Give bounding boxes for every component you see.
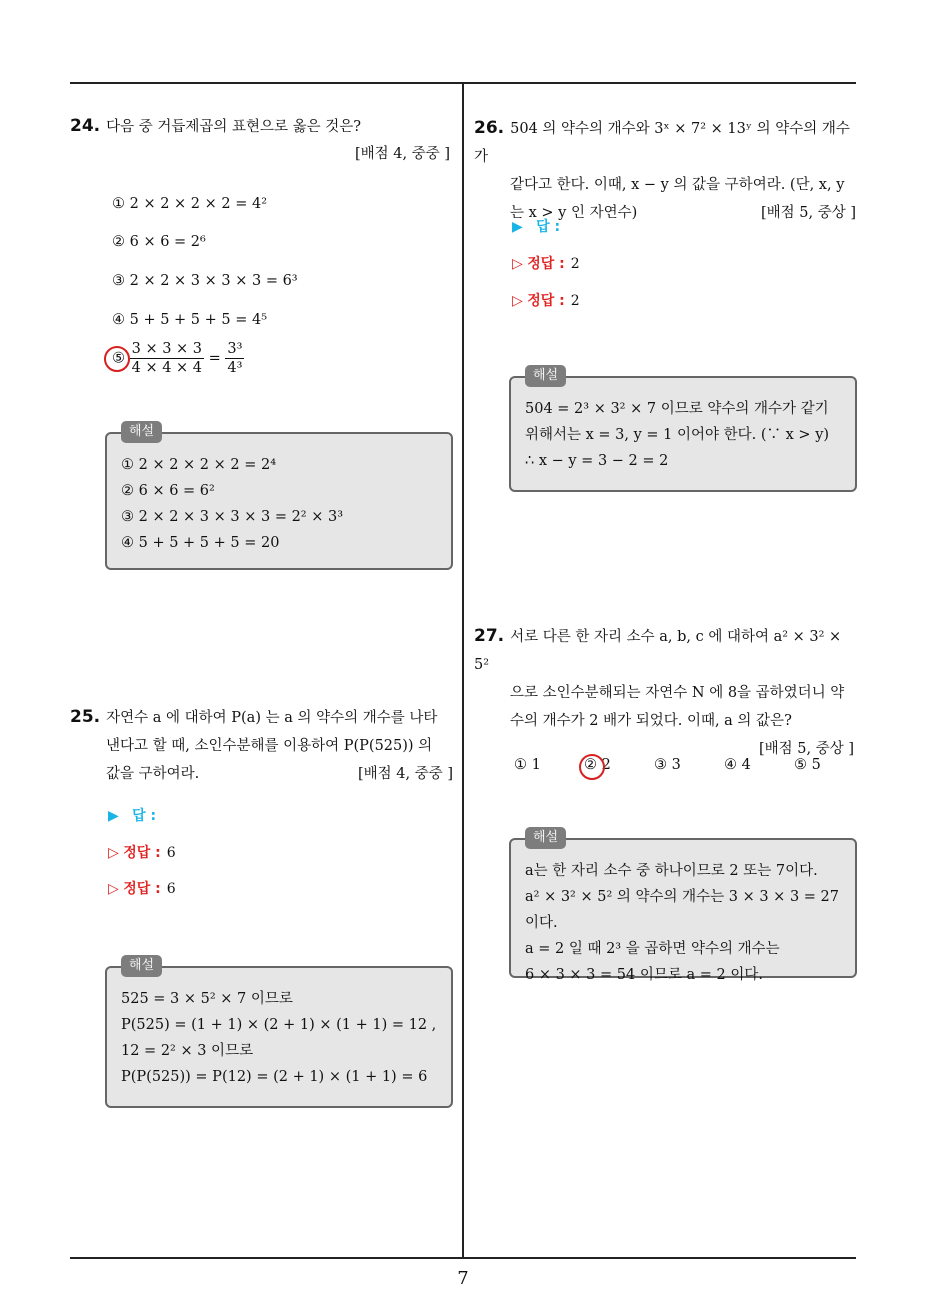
question-text: 504 의 약수의 개수와 3ˣ × 7² × 13ʸ 의 약수의 개수가 (474, 121, 850, 165)
question-text: 값을 구하여라. (106, 766, 200, 782)
play-icon: ▶ (512, 219, 523, 235)
question-25 (70, 703, 455, 788)
correct-answer-row: ▷ 정답 : 6 (108, 845, 176, 861)
solution-box-24 (105, 424, 453, 570)
option-1[interactable]: ① 1 (514, 757, 541, 773)
solution-line: ∴ x − y = 3 − 2 = 2 (525, 453, 669, 469)
option-4[interactable]: ④ 5 + 5 + 5 + 5 = 4⁵ (112, 312, 268, 328)
solution-line: 525 = 3 × 5² × 7 이므로 (121, 991, 293, 1007)
question-27 (474, 622, 860, 763)
solution-tag: 해설 (121, 955, 162, 977)
solution-line: a = 2 일 때 2³ 을 곱하면 약수의 개수는 (525, 941, 780, 957)
question-text: 으로 소인수분해되는 자연수 N 에 8을 곱하였더니 약 (510, 685, 845, 701)
correct-answer-row: ▷ 정답 : 6 (108, 881, 176, 897)
bottom-rule (70, 1257, 856, 1259)
solution-line: ① 2 × 2 × 2 × 2 = 2⁴ (121, 457, 277, 473)
option-3[interactable]: ③ 3 (654, 757, 681, 773)
triangle-icon: ▷ (512, 293, 523, 309)
solution-box-27 (509, 830, 857, 983)
question-text: 다음 중 거듭제곱의 표현으로 옳은 것은? (106, 119, 362, 135)
solution-line: a는 한 자리 소수 중 하나이므로 2 또는 7이다. (525, 863, 818, 879)
option-3[interactable]: ③ 2 × 2 × 3 × 3 × 3 = 6³ (112, 273, 298, 289)
question-number: 24. (70, 116, 101, 136)
question-number: 26. (474, 118, 505, 138)
solution-line: ② 6 × 6 = 6² (121, 483, 215, 499)
solution-line: 504 = 2³ × 3² × 7 이므로 약수의 개수가 같기 (525, 401, 829, 417)
solution-line: ③ 2 × 2 × 3 × 3 × 3 = 2² × 3³ (121, 509, 344, 525)
solution-line: ④ 5 + 5 + 5 + 5 = 20 (121, 535, 280, 551)
solution-line: 위해서는 x = 3, y = 1 이어야 한다. (∵ x > y) (525, 427, 830, 443)
play-icon: ▶ (108, 808, 119, 824)
question-number: 27. (474, 626, 505, 646)
triangle-icon: ▷ (108, 881, 119, 897)
question-number: 25. (70, 707, 101, 727)
solution-tag: 해설 (525, 827, 566, 849)
solution-line: 6 × 3 × 3 = 54 이므로 a = 2 이다. (525, 967, 763, 983)
solution-tag: 해설 (525, 365, 566, 387)
solution-line: P(525) = (1 + 1) × (2 + 1) × (1 + 1) = 12 , (121, 1017, 437, 1033)
points-label: [배점 4, 중중 ] (357, 766, 453, 782)
column-divider (462, 84, 464, 1258)
question-text: 같다고 한다. 이때, x − y 의 값을 구하여라. (단, x, y (510, 177, 845, 193)
fraction-left: $\frac{3 \times 3 \times 3}{4 \times 4 \times 4}$ (131, 341, 203, 376)
fraction-right: $\frac{\text{3³}}{\text{4³}}$ (227, 341, 243, 376)
option-5[interactable]: ⑤ 5 (794, 757, 821, 773)
solution-tag: 해설 (121, 421, 162, 443)
solution-box-25 (105, 958, 453, 1108)
solution-line: 12 = 2² × 3 이므로 (121, 1043, 254, 1059)
solution-box-26 (509, 368, 857, 492)
page-number: 7 (457, 1268, 469, 1289)
question-26 (474, 114, 858, 227)
points-label: [배점 5, 중상 ] (758, 741, 854, 757)
option-1[interactable]: ① 2 × 2 × 2 × 2 = 4² (112, 196, 268, 212)
question-text: 수의 개수가 2 배가 되었다. 이때, a 의 값은? (510, 713, 792, 729)
triangle-icon: ▷ (512, 256, 523, 272)
option-2[interactable]: ② 2 (584, 757, 611, 773)
option-4[interactable]: ④ 4 (724, 757, 751, 773)
points-label: [배점 5, 중상 ] (760, 205, 856, 221)
triangle-icon: ▷ (108, 845, 119, 861)
correct-answer-row: ▷ 정답 : 2 (512, 256, 580, 272)
question-text: 낸다고 할 때, 소인수분해를 이용하여 P(P(525)) 의 (106, 738, 433, 754)
question-24 (70, 112, 453, 141)
solution-line: P(P(525)) = P(12) = (2 + 1) × (1 + 1) = 6 (121, 1069, 428, 1085)
answer-input-row[interactable]: ▶ 답 : (512, 219, 561, 235)
solution-line: a² × 3² × 5² 의 약수의 개수는 3 × 3 × 3 = 27 이다. (525, 889, 839, 931)
selected-answer-mark (104, 346, 130, 372)
answer-input-row[interactable]: ▶ 답 : (108, 808, 157, 824)
question-text: 는 x > y 인 자연수) (510, 205, 638, 221)
selected-answer-mark (579, 754, 605, 780)
question-text: 서로 다른 한 자리 소수 a, b, c 에 대하여 a² × 3² × 5² (474, 629, 842, 673)
option-2[interactable]: ② 6 × 6 = 2⁶ (112, 234, 206, 250)
question-text: 자연수 a 에 대하여 P(a) 는 a 의 약수의 개수를 나타 (106, 710, 438, 726)
option-5[interactable]: ⑤ $\frac{3 \times 3 \times 3}{4 \times 4 \times 4}$ = $\frac{\text{3³}}{\text{4³}}$ (112, 341, 243, 376)
correct-answer-row: ▷ 정답 : 2 (512, 293, 580, 309)
